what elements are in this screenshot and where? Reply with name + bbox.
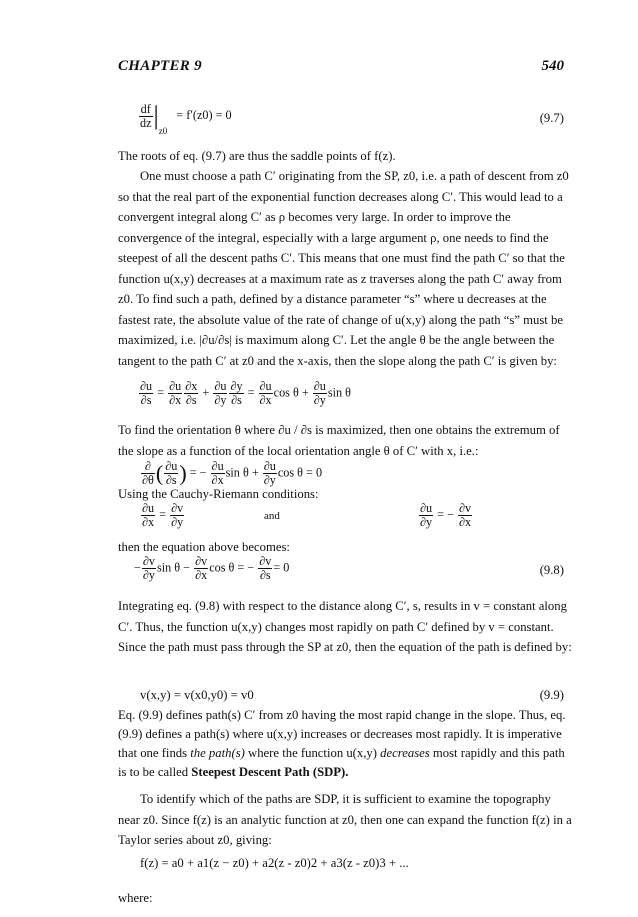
equation-slope: $\frac{\partial u}{\partial s}$ = $\frac{\partial u}{\partial x}$ $\frac{\partial x}{\partial s}$ + $\frac{\partial u}{\partial y}$ $\frac{\partial y}{\partial s}$ = $\frac{\partial u}{\partial x}$ cos θ + $\frac{\partial u}{\partial y}$ sin θ bbox=[140, 379, 351, 407]
paragraph: where: bbox=[118, 891, 153, 905]
paragraph: To identify which of the paths are SDP, it is sufficient to examine the topography near z0. Since f(z) is an analytic function at z0, then one can expand the function f(z) in a Taylor series about z0, giving: bbox=[118, 792, 572, 847]
paragraph: Using the Cauchy-Riemann conditions: bbox=[118, 487, 319, 501]
page-number: 540 bbox=[541, 58, 564, 74]
equation-9-8: − $\frac{\partial v}{\partial y}$ sin θ − $\frac{\partial v}{\partial x}$ cos θ = − $\frac{\partial v}{\partial s}$ = 0 bbox=[134, 554, 290, 582]
page-header bbox=[118, 58, 564, 82]
equation-cauchy-riemann-right: $\frac{\partial u}{\partial y}$ = − $\frac{\partial v}{\partial x}$ bbox=[420, 501, 472, 529]
equation-number: (9.9) bbox=[539, 688, 564, 702]
equation-9-7: $\frac{df}{dz}$ $|_{z0} = f'(z0) = 0$ bbox=[140, 101, 232, 137]
eq97-rhs: = f′(z0) = 0 bbox=[176, 107, 232, 122]
paragraph: One must choose a path C′ originating from the SP, z0, i.e. a path of descent from z0 so that the real part of the exponential function decreases along C′. This would lead to a convergent integral along C′ as ρ becomes very large. In order to improve the convergence of the integral, especially with a large argument ρ, one needs to find the steepest of all the descent paths C′. This means that one must find the path C′ so that the function u(x,y) decreases at a maximum rate as z traverses along the path C′ away from z0. To find such a path, defined by a distance parameter “s” where u decreases at the fastest rate, the absolute value of the rate of change of u(x,y) along the path “s” must be maximized, i.e. |∂u/∂s| is maximum along C′. Let the angle θ be the angle between the tangent to the path C′ at z0 and the x-axis, then the slope along the path C′ is given by: bbox=[118, 169, 569, 368]
chapter-title: CHAPTER 9 bbox=[118, 58, 202, 74]
paragraph: then the equation above becomes: bbox=[118, 540, 290, 554]
equation-cauchy-riemann-left: $\frac{\partial u}{\partial x}$ = $\frac{\partial v}{\partial y}$ bbox=[142, 501, 184, 529]
equation-9-9: v(x,y) = v(x0,y0) = v0 bbox=[140, 688, 254, 702]
paragraph: The roots of eq. (9.7) are thus the saddle points of f(z). bbox=[118, 149, 396, 163]
equation-number: (9.7) bbox=[539, 111, 564, 125]
paragraph: Eq. (9.9) defines path(s) C′ from z0 having the most rapid change in the slope. Thus, eq. (9.9) defines a path(s) where u(x,y) increases or decreases most rapidly. It is imperative that one finds the path(s) where the function u(x,y) decreases most rapidly and this path is to be called Steepest Descent Path (SDP). bbox=[118, 708, 566, 779]
and-word: and bbox=[264, 510, 280, 522]
equation-taylor: f(z) = a0 + a1(z − z0) + a2(z - z0)2 + a3(z - z0)3 + ... bbox=[140, 856, 409, 870]
paragraph: To find the orientation θ where ∂u / ∂s is maximized, then one obtains the extremum of the slope as a function of the local orientation angle θ of C′ with x, i.e.: bbox=[118, 423, 560, 458]
equation-number: (9.8) bbox=[539, 563, 564, 577]
paragraph: Integrating eq. (9.8) with respect to the distance along C′, s, results in v = constant along C′. Thus, the function u(x,y) changes most rapidly on path C′ defined by v = constant. Since the path must pass through the SP at z0, then the equation of the path is defined by: bbox=[118, 599, 572, 654]
equation-extremum: $\frac{\partial}{\partial\theta}$ ( $\frac{\partial u}{\partial s}$ ) = − $\frac{\partial u}{\partial x}$ sin θ + $\frac{\partial u}{\partial y}$ cos θ = 0 bbox=[142, 459, 323, 487]
